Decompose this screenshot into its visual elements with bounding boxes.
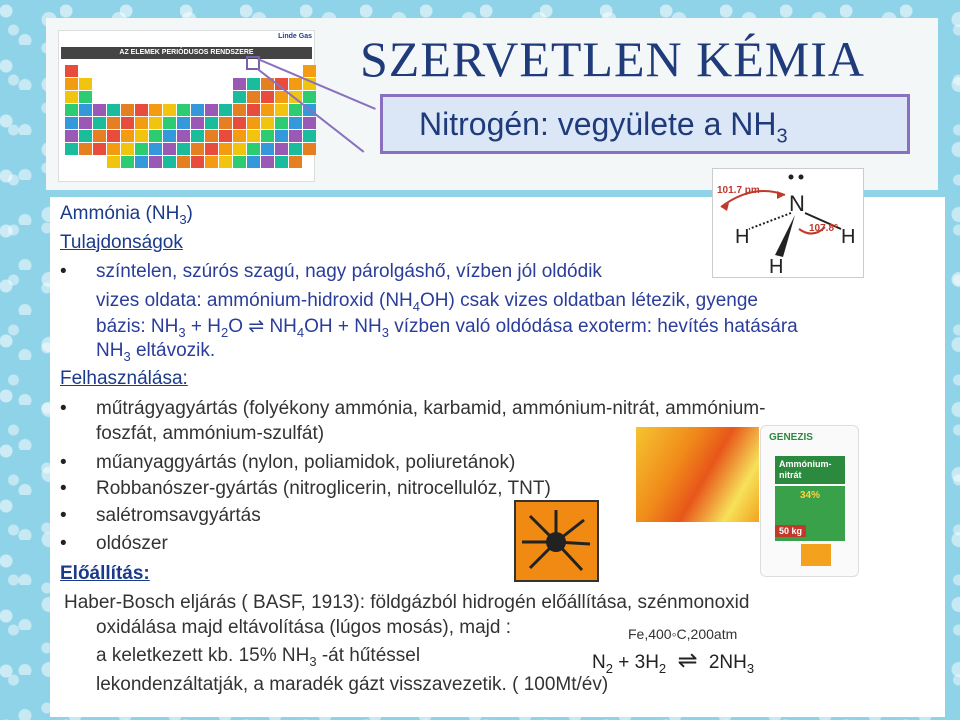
periodic-cell	[93, 130, 106, 142]
periodic-cell	[219, 65, 232, 77]
periodic-cell	[135, 143, 148, 155]
periodic-cell	[107, 91, 120, 103]
fertilizer-name: Ammónium-nitrát	[779, 459, 832, 480]
periodic-cell	[247, 143, 260, 155]
ammonia-molecule-diagram	[712, 168, 864, 278]
periodic-cell	[149, 156, 162, 168]
periodic-cell	[261, 156, 274, 168]
periodic-cell	[303, 91, 316, 103]
fertilizer-label-panel	[775, 486, 845, 541]
fertilizer-bag-image	[760, 425, 859, 577]
eq-text: N	[592, 652, 606, 673]
periodic-cell	[261, 143, 274, 155]
usage-heading: Felhasználása:	[60, 368, 188, 389]
periodic-cell	[261, 91, 274, 103]
periodic-cell	[93, 91, 106, 103]
periodic-cell	[121, 104, 134, 116]
periodic-cell	[177, 91, 190, 103]
periodic-cell	[163, 130, 176, 142]
reaction-condition: Fe,400◦C,200atm	[628, 626, 738, 642]
property-text: OH + NH	[304, 316, 382, 337]
periodic-cell	[247, 104, 260, 116]
periodic-cell	[219, 130, 232, 142]
periodic-cell	[163, 104, 176, 116]
periodic-cell	[65, 78, 78, 90]
periodic-cell	[177, 104, 190, 116]
periodic-cell	[135, 78, 148, 90]
property-text: + H	[185, 316, 221, 337]
property-text: bázis: NH	[96, 316, 179, 337]
periodic-cell	[219, 104, 232, 116]
periodic-cell	[149, 130, 162, 142]
periodic-cell	[79, 91, 92, 103]
periodic-cell	[219, 117, 232, 129]
ammonia-heading-text: Ammónia (NH	[60, 203, 180, 224]
periodic-cell	[79, 143, 92, 155]
periodic-cell	[219, 143, 232, 155]
periodic-cell	[177, 143, 190, 155]
ammonia-heading	[60, 203, 193, 227]
periodic-cell	[149, 143, 162, 155]
periodic-cell	[191, 65, 204, 77]
production-line: lekondenzáltatják, a maradék gázt visszavezetik. ( 100Mt/év)	[96, 674, 609, 695]
periodic-cell	[191, 117, 204, 129]
periodic-cell	[177, 65, 190, 77]
periodic-cell	[65, 117, 78, 129]
production-line: Haber-Bosch eljárás ( BASF, 1913): földgázból hidrogén előállítása, szénmonoxid	[64, 592, 750, 613]
eq-sub: 2	[605, 660, 613, 676]
periodic-cell	[247, 130, 260, 142]
periodic-cell	[79, 130, 92, 142]
periodic-table-brand: Linde Gas	[278, 33, 312, 40]
periodic-cell	[121, 130, 134, 142]
periodic-cell	[289, 156, 302, 168]
periodic-cell	[219, 156, 232, 168]
periodic-cell	[303, 130, 316, 142]
periodic-cell	[233, 104, 246, 116]
property-text: vízben való oldódása exoterm: hevítés hatására	[388, 316, 798, 337]
bond-length-label: 101.7 pm	[717, 185, 760, 196]
periodic-cell	[163, 91, 176, 103]
atom-h-right: H	[841, 226, 856, 248]
periodic-cell	[205, 104, 218, 116]
periodic-cell	[261, 130, 274, 142]
periodic-cell	[205, 130, 218, 142]
periodic-cell	[177, 117, 190, 129]
periodic-table-image	[58, 30, 315, 182]
periodic-cell	[205, 143, 218, 155]
usage-item: • műanyaggyártás (nylon, poliamidok, poliuretánok)	[96, 452, 515, 474]
periodic-cell	[261, 104, 274, 116]
property-line	[96, 290, 758, 314]
periodic-cell	[177, 78, 190, 90]
production-sub: 3	[309, 653, 317, 669]
periodic-cell	[65, 130, 78, 142]
periodic-cell	[205, 156, 218, 168]
periodic-cell	[65, 65, 78, 77]
periodic-cell	[163, 78, 176, 90]
periodic-cell	[247, 91, 260, 103]
periodic-cell	[79, 156, 92, 168]
periodic-cell	[261, 117, 274, 129]
periodic-cell	[205, 91, 218, 103]
periodic-cell	[93, 78, 106, 90]
periodic-cell	[107, 78, 120, 90]
periodic-cell	[149, 78, 162, 90]
periodic-cell	[191, 104, 204, 116]
atom-h-left: H	[735, 226, 750, 248]
periodic-cell	[303, 117, 316, 129]
periodic-cell	[233, 143, 246, 155]
properties-heading: Tulajdonságok	[60, 232, 183, 253]
fertilizer-percent: 34%	[799, 490, 820, 501]
periodic-cell	[65, 91, 78, 103]
periodic-cell	[107, 104, 120, 116]
periodic-cell	[289, 130, 302, 142]
property-sub: 3	[123, 348, 131, 364]
equilibrium-arrow: ⇌	[677, 647, 698, 674]
periodic-cell	[191, 130, 204, 142]
production-line: oxidálása majd eltávolítása (lúgos mosás), majd :	[96, 617, 512, 638]
property-sub: 3	[381, 324, 389, 340]
periodic-cell	[191, 143, 204, 155]
periodic-cell	[121, 117, 134, 129]
periodic-cell	[149, 91, 162, 103]
periodic-cell	[205, 117, 218, 129]
periodic-cell	[135, 104, 148, 116]
periodic-cell	[289, 78, 302, 90]
periodic-cell	[163, 117, 176, 129]
periodic-cell	[93, 104, 106, 116]
periodic-cell	[219, 91, 232, 103]
subtitle-text: Nitrogén: vegyülete a NH	[419, 106, 777, 142]
production-line	[96, 645, 420, 669]
periodic-cell	[79, 104, 92, 116]
periodic-cell	[149, 117, 162, 129]
periodic-cell	[191, 91, 204, 103]
ammonia-heading-sub: 3	[179, 211, 187, 227]
periodic-cell	[79, 65, 92, 77]
periodic-cell	[289, 104, 302, 116]
periodic-cell	[121, 78, 134, 90]
periodic-table-heading: AZ ELEMEK PERIÓDUSOS RENDSZERE	[61, 47, 312, 59]
periodic-cell	[107, 130, 120, 142]
property-text: NH	[96, 340, 124, 361]
property-item: • színtelen, szúrós szagú, nagy párolgáshő, vízben jól oldódik	[96, 261, 602, 283]
periodic-cell	[163, 65, 176, 77]
periodic-cell	[233, 65, 246, 77]
periodic-cell	[289, 143, 302, 155]
periodic-cell	[205, 65, 218, 77]
property-line	[96, 340, 215, 364]
periodic-cell	[289, 117, 302, 129]
usage-item: • oldószer	[96, 533, 168, 555]
periodic-cell	[135, 130, 148, 142]
periodic-cell	[121, 65, 134, 77]
periodic-cell	[79, 117, 92, 129]
property-sub: 4	[296, 324, 305, 340]
periodic-table-grid	[65, 65, 316, 168]
periodic-cell	[275, 104, 288, 116]
property-line	[96, 315, 798, 340]
periodic-cell	[65, 104, 78, 116]
periodic-cell	[233, 91, 246, 103]
eq-text: + 3H	[612, 652, 659, 673]
eq-sub: 3	[746, 660, 755, 676]
fertilizer-label	[775, 456, 845, 484]
production-text: a keletkezett kb. 15% NH	[96, 645, 310, 666]
page-subtitle	[380, 94, 910, 154]
periodic-cell	[303, 65, 316, 77]
periodic-cell	[65, 143, 78, 155]
periodic-cell	[149, 65, 162, 77]
property-text: OH) csak vizes oldatban létezik, gyenge	[420, 290, 758, 311]
periodic-cell	[121, 156, 134, 168]
periodic-cell	[247, 78, 260, 90]
periodic-cell	[135, 65, 148, 77]
property-text: eltávozik.	[130, 340, 216, 361]
periodic-cell	[303, 156, 316, 168]
periodic-cell	[121, 143, 134, 155]
periodic-cell	[107, 65, 120, 77]
property-sub: 3	[178, 324, 186, 340]
periodic-cell	[275, 117, 288, 129]
bond-angle-label: 107.8°	[809, 223, 839, 234]
periodic-cell	[121, 91, 134, 103]
periodic-cell	[233, 130, 246, 142]
periodic-cell	[247, 117, 260, 129]
usage-item-continuation: foszfát, ammónium-szulfát)	[96, 423, 325, 444]
property-sub: 4	[412, 298, 421, 314]
explosive-hazard-icon	[514, 500, 599, 582]
periodic-cell	[177, 156, 190, 168]
fertilizer-brand: GENEZIS	[769, 432, 813, 443]
production-heading: Előállítás:	[60, 563, 150, 584]
plastic-rolls-photo	[636, 427, 759, 522]
periodic-cell	[107, 143, 120, 155]
property-text: vizes oldata: ammónium-hidroxid (NH	[96, 290, 413, 311]
usage-item: • salétromsavgyártás	[96, 505, 261, 527]
periodic-cell	[149, 104, 162, 116]
hazard-badge-icon	[801, 544, 831, 566]
eq-sub: 2	[658, 660, 667, 676]
periodic-cell	[135, 156, 148, 168]
periodic-cell	[107, 156, 120, 168]
periodic-cell	[233, 156, 246, 168]
fertilizer-weight: 50 kg	[775, 525, 806, 537]
periodic-cell	[163, 143, 176, 155]
periodic-cell	[93, 143, 106, 155]
periodic-cell	[303, 143, 316, 155]
periodic-cell	[163, 156, 176, 168]
haber-equation	[592, 646, 754, 676]
periodic-cell	[135, 117, 148, 129]
periodic-cell	[191, 78, 204, 90]
atom-n-label: N	[789, 191, 805, 216]
periodic-cell	[275, 156, 288, 168]
property-text: O ⇌ NH	[228, 316, 297, 337]
production-text: -át hűtéssel	[316, 645, 421, 666]
periodic-cell	[93, 65, 106, 77]
atom-h-bottom: H	[769, 256, 784, 277]
usage-item: • Robbanószer-gyártás (nitroglicerin, nitrocellulóz, TNT)	[96, 478, 551, 500]
eq-text: 2NH	[708, 652, 747, 673]
periodic-cell	[107, 117, 120, 129]
periodic-cell	[135, 91, 148, 103]
usage-item: • műtrágyagyártás (folyékony ammónia, karbamid, ammónium-nitrát, ammónium-	[96, 398, 765, 420]
periodic-cell	[275, 130, 288, 142]
periodic-cell	[93, 156, 106, 168]
periodic-cell	[219, 78, 232, 90]
subtitle-subscript: 3	[776, 125, 788, 148]
periodic-cell	[177, 130, 190, 142]
page-title: SZERVETLEN KÉMIA	[360, 31, 865, 87]
periodic-cell	[93, 117, 106, 129]
periodic-cell	[65, 156, 78, 168]
periodic-cell	[205, 78, 218, 90]
periodic-cell	[233, 78, 246, 90]
periodic-cell	[247, 156, 260, 168]
ammonia-heading-end: )	[186, 203, 193, 224]
property-sub: 2	[220, 324, 229, 340]
periodic-cell	[233, 117, 246, 129]
periodic-cell	[275, 143, 288, 155]
periodic-cell	[191, 156, 204, 168]
periodic-cell	[79, 78, 92, 90]
